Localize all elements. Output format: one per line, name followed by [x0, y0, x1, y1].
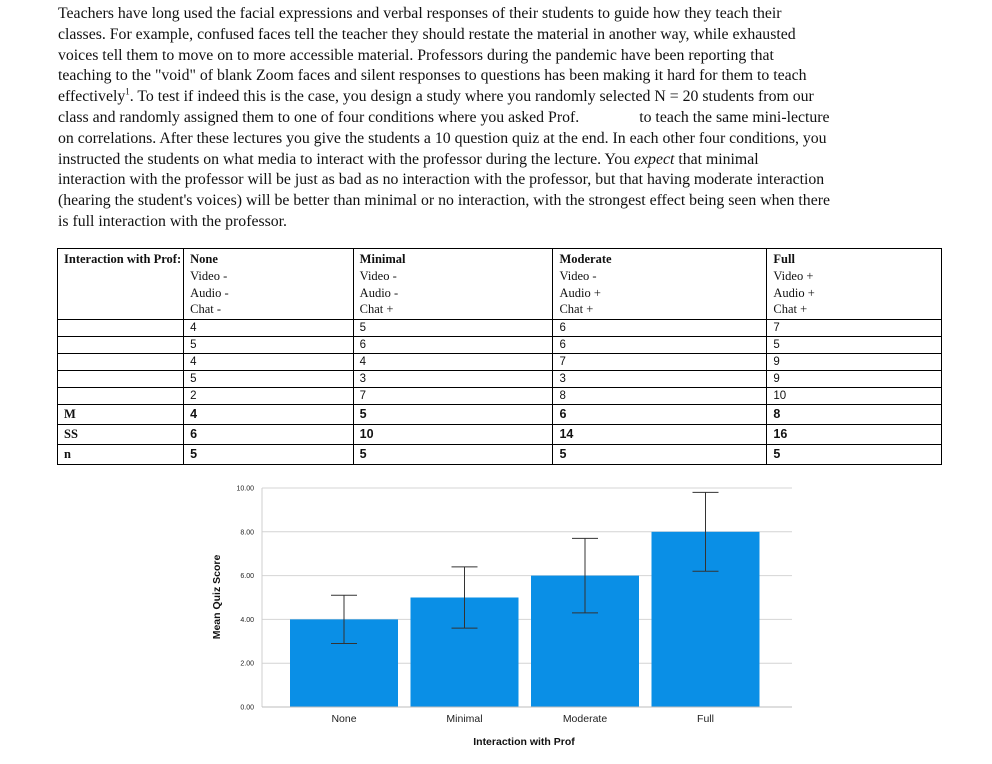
score-cell: 10 — [767, 388, 942, 405]
text-line: (hearing the student's voices) will be better than minimal or no interaction, with the strongest effect being seen when there — [58, 192, 830, 210]
text-line: is full interaction with the professor. — [58, 212, 288, 230]
text-fragment: to teach the same mini-lecture — [639, 108, 830, 126]
x-tick-label: None — [331, 713, 357, 725]
condition-video: Video - — [559, 268, 597, 283]
text-line: classes. For example, confused faces tell the teacher they should restate the material in another way, while exhausted — [58, 25, 796, 43]
condition-name: Full — [773, 252, 795, 266]
x-tick-label: Full — [697, 713, 714, 725]
condition-video: Video - — [359, 268, 397, 283]
score-cell: 5 — [767, 337, 942, 354]
text-line: voices tell them to move on to more accessible material. Professors during the pandemic have been reporting that — [58, 46, 774, 64]
condition-chat: Chat + — [773, 302, 808, 317]
condition-audio: Audio - — [359, 285, 399, 300]
n-label: n — [58, 445, 184, 465]
text-fragment: class and randomly assigned them to one of four conditions where you asked Prof. — [58, 108, 580, 126]
x-tick-label: Moderate — [562, 713, 608, 725]
text-fragment: instructed the students on what media to interact with the professor during the lecture. You — [58, 150, 635, 168]
score-cell: 3 — [353, 371, 553, 388]
score-cell: 7 — [353, 388, 553, 405]
mean-label: M — [58, 405, 184, 425]
score-cell: 4 — [353, 354, 553, 371]
score-cell: 7 — [553, 354, 767, 371]
ss-cell: 6 — [184, 425, 354, 445]
text-line: Teachers have long used the facial expressions and verbal responses of their students to guide how they teach their — [58, 5, 782, 22]
score-cell: 6 — [553, 337, 767, 354]
condition-video: Video - — [190, 268, 228, 283]
n-cell: 5 — [553, 445, 767, 465]
condition-chat: Chat + — [559, 302, 594, 317]
condition-name: Minimal — [359, 252, 406, 266]
text-line: on correlations. After these lectures you give the students a 10 question quiz at the end. In each other four conditions, you — [58, 129, 827, 147]
y-axis-title: Mean Quiz Score — [211, 554, 223, 640]
score-cell: 5 — [184, 371, 354, 388]
y-tick-label: 10.00 — [236, 485, 254, 493]
score-cell: 2 — [184, 388, 354, 405]
y-tick-label: 6.00 — [240, 573, 254, 581]
y-tick-label: 4.00 — [240, 616, 254, 624]
score-cell: 8 — [553, 388, 767, 405]
n-cell: 5 — [184, 445, 354, 465]
condition-name: None — [190, 252, 218, 266]
score-cell: 4 — [184, 354, 354, 371]
y-tick-label: 8.00 — [240, 529, 254, 537]
n-cell: 5 — [353, 445, 553, 465]
score-cell: 7 — [767, 320, 942, 337]
mean-cell: 8 — [767, 405, 942, 425]
condition-chat: Chat + — [359, 302, 394, 317]
ss-cell: 10 — [353, 425, 553, 445]
condition-chat: Chat - — [190, 302, 222, 317]
text-fragment: . To test if indeed this is the case, you design a study where you randomly selected N = 20 students from our — [129, 88, 814, 106]
n-cell: 5 — [767, 445, 942, 465]
text-fragment: that minimal — [674, 150, 759, 168]
text-line: interaction with the professor will be just as bad as no interaction with the professor, but that having moderate interaction — [58, 171, 825, 189]
ss-cell: 14 — [553, 425, 767, 445]
score-cell: 5 — [184, 337, 354, 354]
ss-label: SS — [58, 425, 184, 445]
condition-audio: Audio - — [190, 285, 229, 300]
text-line: teaching to the "void" of blank Zoom faces and silent responses to questions has been making it hard for them to teach — [58, 67, 807, 85]
x-tick-label: Minimal — [446, 713, 483, 725]
emphasis-text: expect — [634, 150, 675, 168]
x-axis-title: Interaction with Prof — [473, 736, 575, 748]
condition-video: Video + — [773, 268, 814, 283]
mean-cell: 4 — [184, 405, 354, 425]
score-cell: 9 — [767, 371, 942, 388]
mean-cell: 5 — [353, 405, 553, 425]
condition-audio: Audio + — [773, 285, 815, 300]
score-cell: 3 — [553, 371, 767, 388]
y-tick-label: 0.00 — [240, 704, 254, 712]
score-cell: 4 — [184, 320, 354, 337]
condition-name: Moderate — [559, 252, 612, 266]
condition-audio: Audio + — [559, 285, 601, 300]
score-cell: 6 — [553, 320, 767, 337]
y-tick-label: 2.00 — [240, 660, 254, 668]
footnote-marker: 1 — [125, 86, 130, 97]
score-cell: 5 — [353, 320, 553, 337]
row-header-label: Interaction with Prof: — [64, 252, 182, 266]
ss-cell: 16 — [767, 425, 942, 445]
text-fragment: effectively — [58, 88, 126, 106]
score-cell: 9 — [767, 354, 942, 371]
score-cell: 6 — [353, 337, 553, 354]
mean-cell: 6 — [553, 405, 767, 425]
